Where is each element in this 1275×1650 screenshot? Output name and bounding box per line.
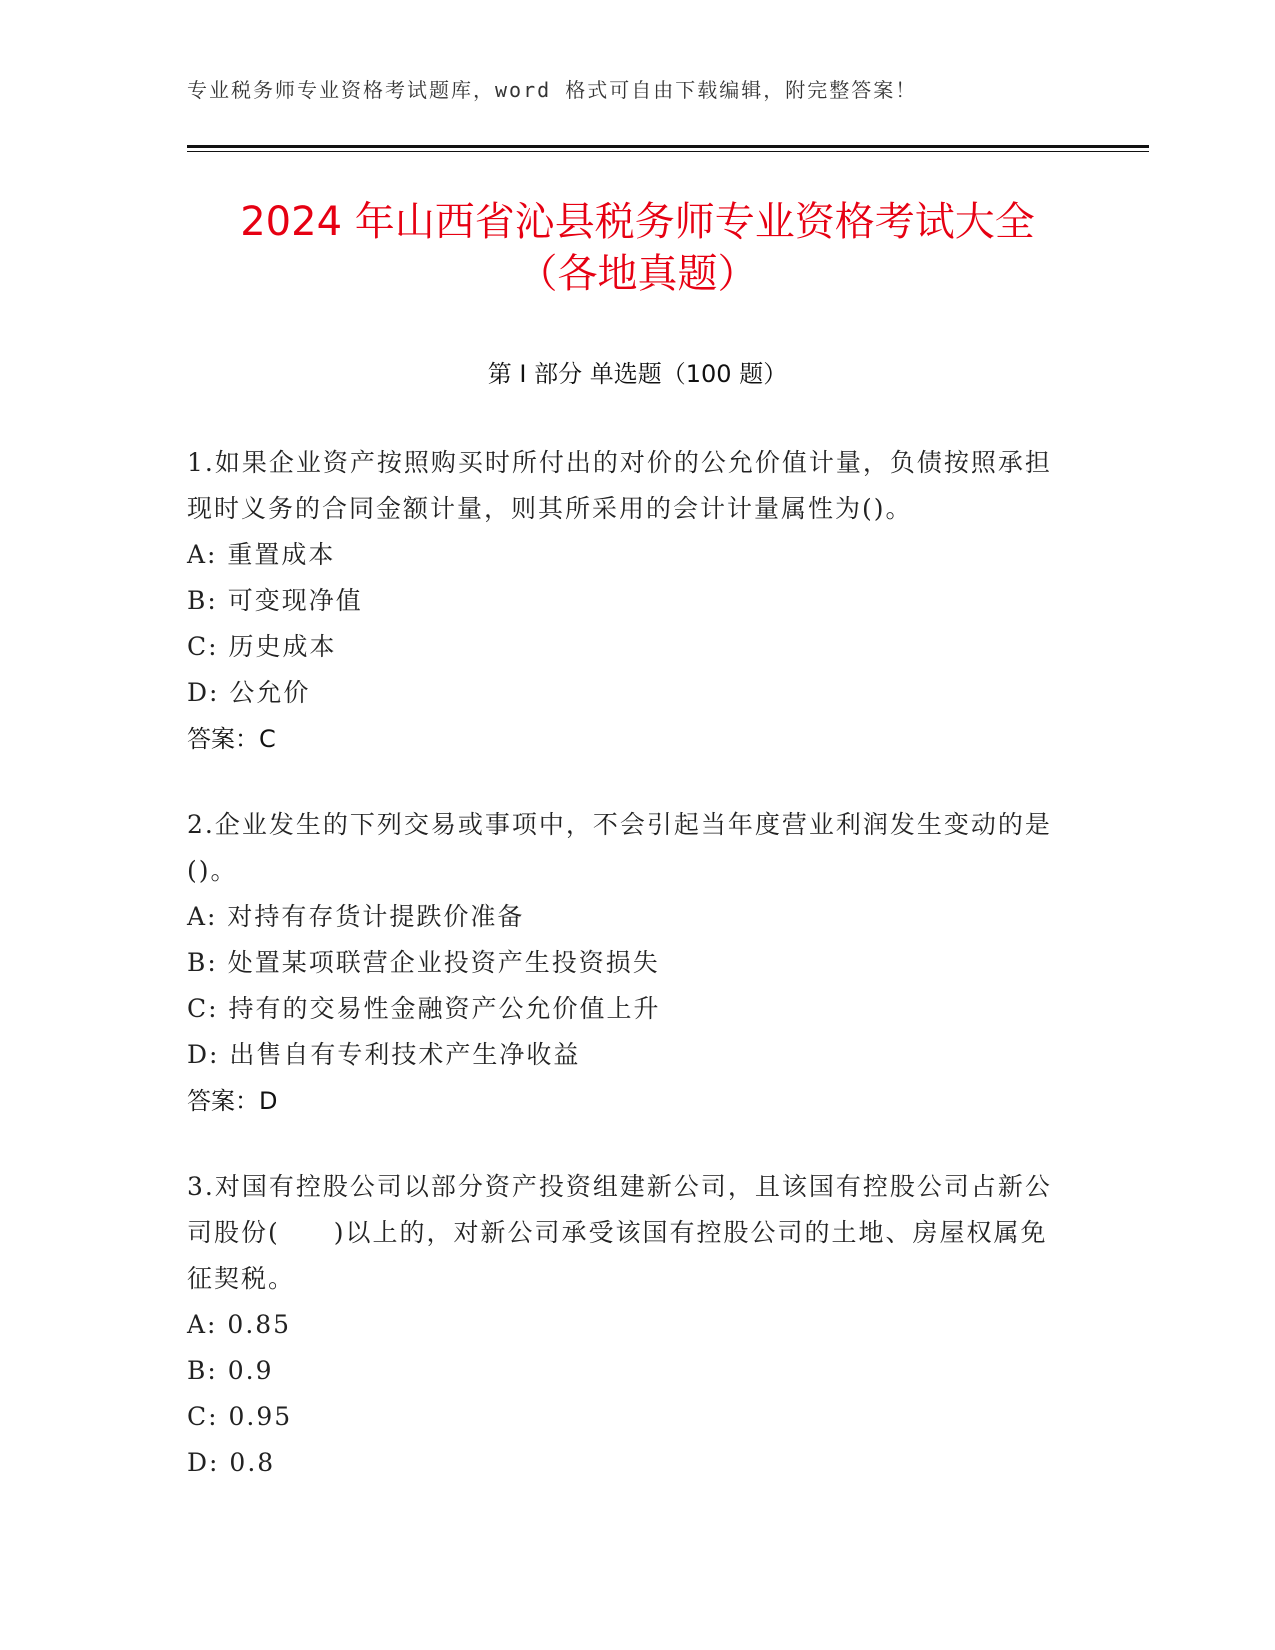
question-stem: 2.企业发生的下列交易或事项中，不会引起当年度营业利润发生变动的是()。 (187, 810, 1052, 885)
document-title (120, 196, 1155, 300)
document-title-line1: 2024 年山西省沁县税务师专业资格考试大全 (240, 199, 1035, 245)
question-2 (187, 802, 1067, 1124)
question-option-b: B: 可变现净值 (187, 586, 363, 615)
question-answer: 答案：D (187, 1087, 278, 1115)
question-option-a: A: 重置成本 (187, 540, 336, 569)
question-option-b: B: 0.9 (187, 1356, 274, 1385)
question-option-c: C: 持有的交易性金融资产公允价值上升 (187, 994, 661, 1023)
question-option-c: C: 历史成本 (187, 632, 337, 661)
header-rule-thick (187, 145, 1149, 148)
header-rule-thin (187, 151, 1149, 152)
section-heading: 第 I 部分 单选题（100 题） (487, 360, 788, 388)
question-option-c: C: 0.95 (187, 1402, 293, 1431)
question-option-d: D: 公允价 (187, 678, 311, 707)
question-option-d: D: 0.8 (187, 1448, 276, 1477)
document-title-line2: （各地真题） (517, 251, 758, 297)
question-option-d: D: 出售自有专利技术产生净收益 (187, 1040, 581, 1069)
question-option-a: A: 0.85 (187, 1310, 292, 1339)
question-option-a: A: 对持有存货计提跌价准备 (187, 902, 525, 931)
question-option-b: B: 处置某项联营企业投资产生投资损失 (187, 948, 660, 977)
header-note: 专业税务师专业资格考试题库，word 格式可自由下载编辑，附完整答案！ (187, 78, 918, 102)
question-1 (187, 440, 1067, 762)
question-answer: 答案：C (187, 725, 276, 753)
question-stem: 1.如果企业资产按照购买时所付出的对价的公允价值计量，负债按照承担现时义务的合同金额计量，则其所采用的会计计量属性为()。 (187, 448, 1052, 523)
question-3 (187, 1164, 1067, 1486)
question-stem: 3.对国有控股公司以部分资产投资组建新公司，且该国有控股公司占新公司股份( )以上的，对新公司承受该国有控股公司的土地、房屋权属免征契税。 (187, 1172, 1052, 1293)
